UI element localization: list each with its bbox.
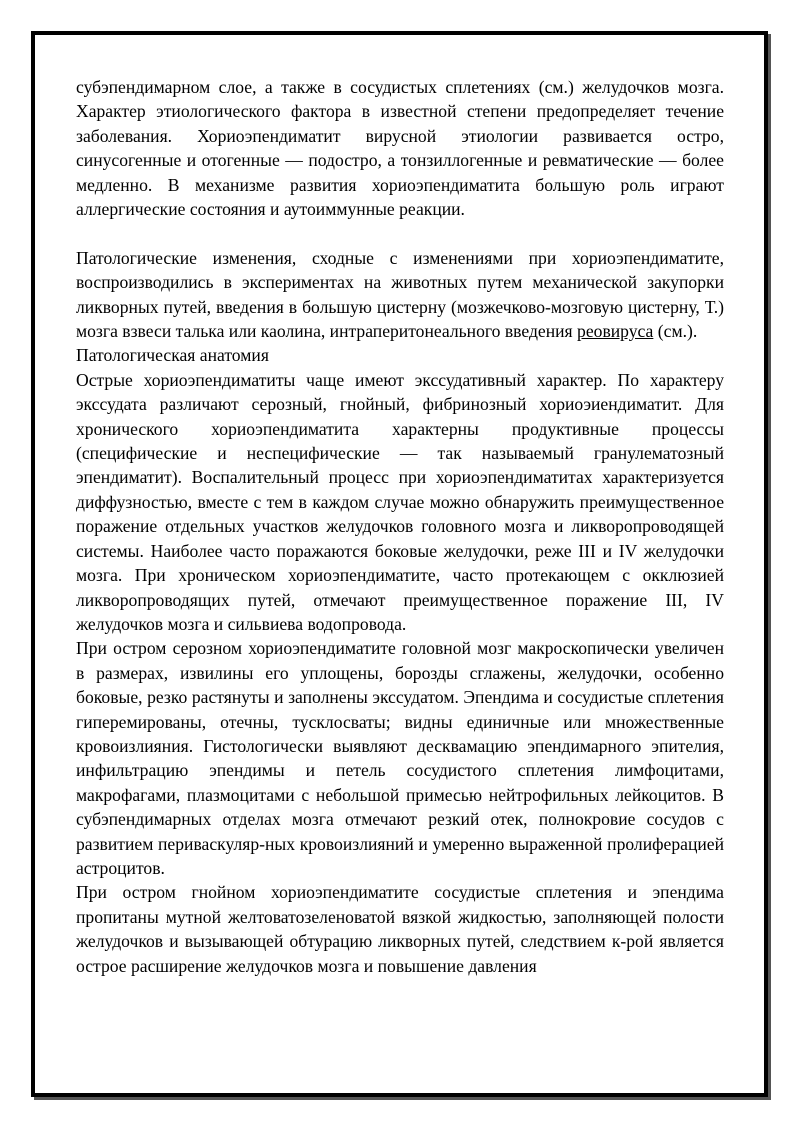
paragraph-experiments-tail: (см.). <box>653 321 698 342</box>
paragraph-experiments-text: Патологические изменения, сходные с изменениями при хориоэпендиматите, воспроизводились в экспериментах на животных путем механической закупорки ликворных путей, введения в большую цистерну (мозжечково-мозговую цистерну, Т.) мозга взвеси талька или каолина, интраперитонеального введения <box>76 247 724 342</box>
body-text <box>76 75 724 978</box>
paragraph-experiments <box>76 246 724 344</box>
paragraph-spacer <box>76 221 724 245</box>
paragraph-serous: При остром серозном хориоэпендиматите головной мозг макроскопически увеличен в размерах, извилины его уплощены, борозды сглажены, желудочки, особенно боковые, резко растянуты и заполнены экссудатом. Эпендима и сосудистые сплетения гиперемированы, отечны, тусклосваты; видны единичные или множественные кровоизлияния. Гистологически выявляют десквамацию эпендимарного эпителия, инфильтрацию эпендимы и петель сосудистого сплетения лимфоцитами, макрофагами, плазмоцитами с небольшой примесью нейтрофильных лейкоцитов. В субэпендимарных отделах мозга отмечают резкий отек, полнокровие сосудов с развитием периваскуляр-ных кровоизлияний и умеренно выраженной пролиферацией астроцитов. <box>76 638 724 878</box>
section-heading-pathological-anatomy: Патологическая анатомия <box>76 345 269 366</box>
paragraph-acute-forms: Острые хориоэпендиматиты чаще имеют экссудативный характер. По характеру экссудата различают серозный, гнойный, фибринозный хориоэиендиматит. Для хронического хориоэпендиматита характерны продуктивные процессы (специфические и неспецифические — так называемый гранулематозный эпендиматит). Воспалительный процесс при хориоэпендиматитах характеризуется диффузностью, вместе с тем в каждом случае можно обнаружить преимущественное поражение отдельных участков желудочков головного мозга и ликворопроводящей системы. Наиболее часто поражаются боковые желудочки, реже III и IV желудочки мозга. При хроническом хориоэпендиматите, часто протекающем с окклюзией ликворопроводящих путей, отмечают преимущественное поражение III, IV желудочков мозга и сильвиева водопровода. <box>76 369 724 634</box>
paragraph-etiology: субэпендимарном слое, а также в сосудистых сплетениях (см.) желудочков мозга. Характер этиологического фактора в известной степени предопределяет течение заболевания. Хориоэпендиматит вирусной этиологии развивается остро, синусогенные и отогенные — подостро, а тонзиллогенные и ревматические — более медленно. В механизме развития хориоэпендиматита большую роль играют аллергические состояния и аутоиммунные реакции. <box>76 77 724 220</box>
paragraph-purulent: При остром гнойном хориоэпендиматите сосудистые сплетения и эпендима пропитаны мутной желтоватозеленоватой вязкой жидкостью, заполняющей полости желудочков и вызывающей обтурацию ликворных путей, следствием к-рой является острое расширение желудочков мозга и повышение давления <box>76 882 724 976</box>
reovirus-link[interactable]: реовируса <box>577 321 654 342</box>
